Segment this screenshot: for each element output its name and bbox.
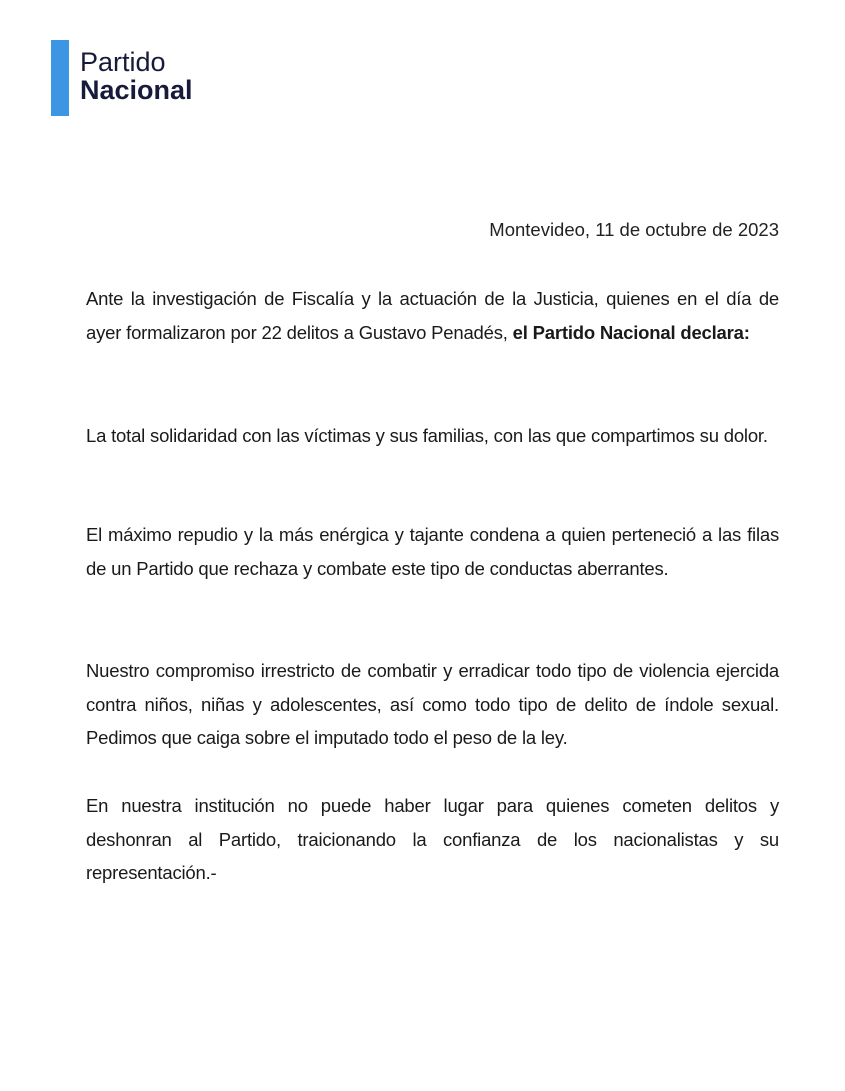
paragraph-solidarity: La total solidaridad con las víctimas y sus familias, con las que compartimos su dolor. xyxy=(86,425,768,446)
paragraph-repudiation: El máximo repudio y la más enérgica y tajante condena a quien perteneció a las filas de un Partido que rechaza y combate este tipo de conductas aberrantes. xyxy=(86,524,779,579)
logo-wordmark xyxy=(80,48,193,104)
logo-line-partido: Partido xyxy=(80,47,166,77)
intro-bold-declaration: el Partido Nacional declara: xyxy=(512,321,750,343)
paragraph-commitment: Nuestro compromiso irrestricto de combatir y erradicar todo tipo de violencia ejercida contra niños, niñas y adolescentes, así como todo tipo de delito de índole sexual. Pedimos que caiga sobre el imputado todo el peso de la ley. xyxy=(86,660,779,748)
paragraph-intro xyxy=(86,282,779,349)
paragraph-institution: En nuestra institución no puede haber lugar para quienes cometen delitos y deshonran al Partido, traicionando la confianza de los nacionalistas y su representación.- xyxy=(86,795,779,883)
document-date: Montevideo, 11 de octubre de 2023 xyxy=(489,219,779,240)
intro-text: Ante la investigación de Fiscalía y la actuación de la Justicia, quienes en el día de ayer formalizaron por 22 delitos a Gustavo Penadés, xyxy=(86,288,779,343)
logo-line-nacional: Nacional xyxy=(80,75,193,105)
logo-accent-bar xyxy=(51,40,69,116)
